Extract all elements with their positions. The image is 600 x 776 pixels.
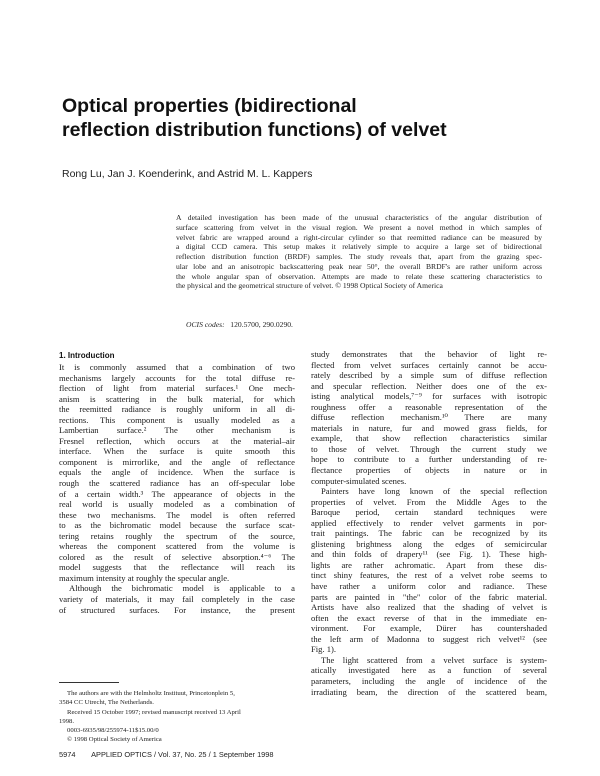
- body-line: The light scattered from a velvet surface is system-: [321, 654, 547, 665]
- body-line: materials in nature, fur and mowed grass fields, for: [311, 422, 547, 433]
- body-line: and specular reflection. Neither does one of the ex-: [311, 380, 547, 391]
- body-line: properties of velvet. From the Middle Ages to the: [311, 496, 547, 507]
- section-heading: 1. Introduction: [59, 351, 115, 360]
- body-line: example, that show reflection characteristics similar: [311, 433, 547, 444]
- body-line: parameters, including the angle of incidence of the: [311, 675, 547, 686]
- body-line: flection of light from material surfaces.¹ One mech-: [59, 383, 295, 394]
- body-line: parts are painted in "the" color of the fabric material.: [311, 591, 547, 602]
- body-line: rately described by a simple sum of diffuse reflection: [311, 370, 547, 381]
- body-line: hope to contribute to a further understanding of re-: [311, 454, 547, 465]
- footnote-line: © 1998 Optical Society of America: [67, 736, 162, 744]
- body-line: interface. When the surface is quite smooth this: [59, 446, 295, 457]
- body-line: and thin folds of drapery¹¹ (see Fig. 1). These high-: [311, 549, 547, 560]
- title-line: Optical properties (bidirectional: [62, 95, 357, 117]
- body-line: It is commonly assumed that a combination of two: [59, 362, 295, 372]
- abstract-line: ular lobe and an anisotropic backscattering peak near 50°, the overall BRDF's are rather uniform across: [176, 261, 542, 271]
- body-line: whereas the component scattered from the volume is: [59, 541, 295, 552]
- left-column: [59, 362, 295, 615]
- body-line: atically investigated here as a function of several: [311, 665, 547, 676]
- body-line: Fig. 1).: [311, 644, 337, 655]
- abstract-line: the physical and the geometrical structure of velvet. © 1998 Optical Society of America: [176, 281, 443, 291]
- body-line: of a certain width.³ The appearance of objects in the: [59, 488, 295, 499]
- body-line: mechanisms largely accounts for the total diffuse re-: [59, 372, 295, 383]
- ocis-values: 120.5700, 290.0290.: [230, 320, 293, 329]
- body-line: computer-simulated scenes.: [311, 475, 407, 486]
- body-line: rections. This component is usually modeled as a: [59, 414, 295, 425]
- body-line: the left arm of Madonna to suggest rich velvet¹² (see: [311, 633, 547, 644]
- article-title: [62, 94, 542, 142]
- body-line: these two mechanisms. The model is often referred: [59, 509, 295, 520]
- body-line: maximum intensity at roughly the specular angle.: [59, 572, 230, 583]
- body-line: glistening brightness along the edges of semicircular: [311, 538, 547, 549]
- body-line: Fresnel reflection, which occurs at the material–air: [59, 435, 295, 446]
- right-column: [311, 349, 547, 697]
- body-line: isting analytical models,⁷⁻⁹ for surfaces with isotropic: [311, 391, 547, 402]
- body-line: Lambertian surface.² The other mechanism is: [59, 425, 295, 436]
- ocis-label: OCIS codes:: [186, 320, 225, 329]
- abstract-line: velvet fabric are wrapped around a right-circular cylinder so that reemitted radiance can be measured by: [176, 232, 542, 242]
- body-line: anism is scattering in the bulk material, for which: [59, 393, 295, 404]
- page-number: 5974: [59, 750, 76, 759]
- body-line: often the exact reverse of that in the immediate en-: [311, 612, 547, 623]
- body-line: roughness offer a reasonable representation of the: [311, 401, 547, 412]
- body-line: have rather a uniform color and radiance. These: [311, 581, 547, 592]
- title-line: reflection distribution functions) of velvet: [62, 119, 447, 141]
- body-line: colored as the result of selective absorption.⁴⁻⁶ The: [59, 551, 295, 562]
- footnote-line: 0003-6935/98/255974-11$15.00/0: [67, 727, 159, 735]
- abstract-line: a digital CCD camera. This setup makes it relatively simple to acquire a large set of bidirectional: [176, 242, 542, 252]
- ocis-codes: [186, 320, 293, 329]
- body-line: equals the angle of incidence. When the surface is: [59, 467, 295, 478]
- body-line: lights are rather achromatic. Apart from these dis-: [311, 559, 547, 570]
- body-line: flectance properties of objects in nature or in: [311, 465, 547, 476]
- body-line: Painters have long known of the special reflection: [321, 486, 547, 497]
- body-line: real world is usually modeled as a combination of: [59, 499, 295, 510]
- body-line: irradiating beam, the direction of the scattered beam,: [311, 686, 547, 697]
- journal-citation: APPLIED OPTICS / Vol. 37, No. 25 / 1 September 1998: [91, 750, 274, 759]
- body-line: the reemitted radiance is roughly uniform in all di-: [59, 404, 295, 415]
- abstract-line: reflection distribution function (BRDF) samples. The study reveals that, apart from the grazing spec-: [176, 252, 542, 261]
- body-line: trait paintings. The fabric can be recognized by its: [311, 528, 547, 539]
- footnote-line: 3584 CC Utrecht, The Netherlands.: [59, 699, 154, 707]
- body-line: variety of materials, it may fail completely in the case: [59, 594, 295, 605]
- body-line: applied effectively to render velvet garments in por-: [311, 517, 547, 528]
- footnote-line: Received 15 October 1997; revised manuscript received 13 April: [67, 708, 241, 716]
- body-line: study demonstrates that the behavior of light re-: [311, 349, 547, 359]
- abstract-line: the whole angular span of observation. Attempts are made to relate these scattering characteristics to: [176, 271, 542, 281]
- body-line: to those of velvet. Through the current study we: [311, 443, 547, 454]
- body-line: diffuse reflection mechanism.¹⁰ There are many: [311, 412, 547, 423]
- body-line: of structured surfaces. For instance, the present: [59, 604, 295, 615]
- footnote-rule: [59, 682, 119, 683]
- author-list: Rong Lu, Jan J. Koenderink, and Astrid M. L. Kappers: [62, 168, 313, 180]
- footnote-line: 1998.: [59, 717, 75, 725]
- page-footer: [59, 750, 541, 759]
- body-line: Baroque period, certain standard techniques were: [311, 507, 547, 518]
- body-line: tinct shiny features, the rest of a velvet robe seems to: [311, 570, 547, 581]
- footnotes: [59, 689, 295, 745]
- body-line: to as the bichromatic model because the surface scat-: [59, 520, 295, 531]
- body-line: rough the scattered radiance has an off-specular lobe: [59, 478, 295, 489]
- body-line: Artists have also realized that the shading of velvet is: [311, 602, 547, 613]
- body-line: vironment. For example, Dürer has countershaded: [311, 623, 547, 634]
- body-line: component is mirrorlike, and the angle of reflectance: [59, 456, 295, 467]
- body-line: flected from velvet surfaces certainly cannot be accu-: [311, 359, 547, 370]
- body-line: Although the bichromatic model is applicable to a: [69, 583, 295, 594]
- body-line: tering retains roughly the spectrum of the source,: [59, 530, 295, 541]
- footnote-line: The authors are with the Helmholtz Instituut, Princetonplein 5,: [67, 690, 235, 697]
- abstract-line: A detailed investigation has been made of the unusual characteristics of the angular distribution of: [176, 213, 542, 222]
- abstract-line: surface scattering from velvet in the visual region. We present a novel method in which samples of: [176, 222, 542, 232]
- abstract: [176, 213, 542, 291]
- body-line: model suggests that the reflectance will reach its: [59, 562, 295, 573]
